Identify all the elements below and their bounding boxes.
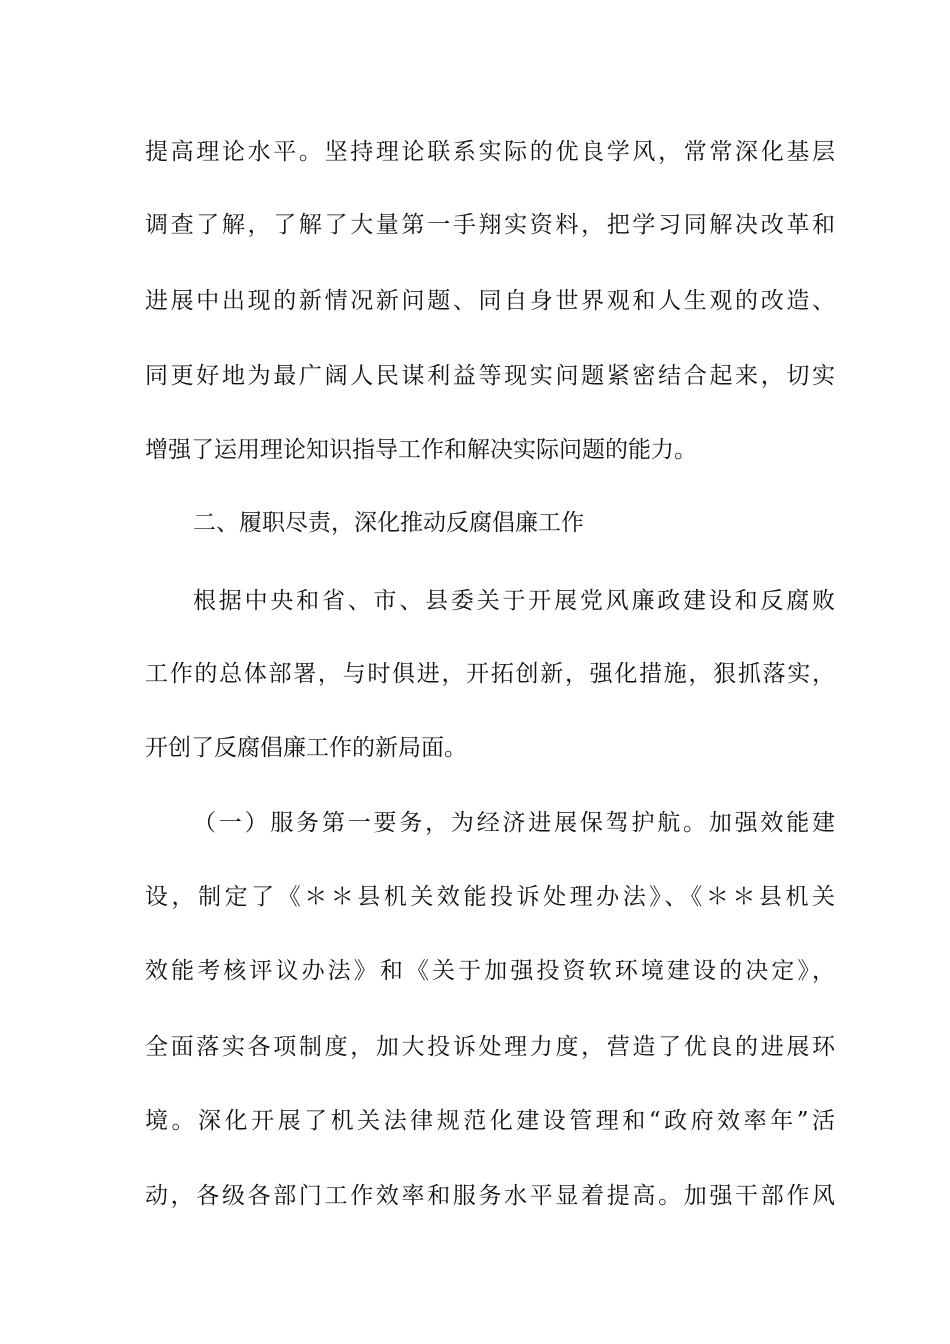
body-text-line: 增强了运用理论知识指导工作和解决实际问题的能力。 — [145, 437, 697, 463]
body-text-line: 开创了反腐倡廉工作的新局面。 — [145, 735, 467, 761]
body-text-line: 设，制定了《＊＊县机关效能投诉处理办法》、《＊＊县机关 — [145, 884, 835, 910]
body-text-line: 境。深化开展了机关法律规范化建设管理和“政府效率年”活 — [145, 1108, 835, 1134]
body-text-line: 进展中出现的新情况新问题、同自身世界观和人生观的改造、 — [145, 288, 835, 314]
section-heading: 二、履职尽责，深化推动反腐倡廉工作 — [193, 510, 584, 536]
body-text-line: 工作的总体部署，与时俱进，开拓创新，强化措施，狠抓落实， — [145, 661, 835, 687]
body-text-line: 动，各级各部门工作效率和服务水平显着提高。加强干部作风 — [145, 1183, 835, 1209]
body-text-line: 根据中央和省、市、县委关于开展党风廉政建设和反腐败 — [193, 588, 835, 614]
body-text-line: 全面落实各项制度，加大投诉处理力度，营造了优良的进展环 — [145, 1034, 835, 1060]
body-text-line: 调查了解，了解了大量第一手翔实资料，把学习同解决改革和 — [145, 212, 835, 238]
body-text-line: 效能考核评议办法》和《关于加强投资软环境建设的决定》， — [145, 958, 835, 984]
body-text-line: 提高理论水平。坚持理论联系实际的优良学风，常常深化基层 — [145, 139, 835, 165]
subsection-heading-line: （一）服务第一要务，为经济进展保驾护航。加强效能建 — [193, 810, 835, 836]
body-text-line: 同更好地为最广阔人民谋利益等现实问题紧密结合起来，切实 — [145, 363, 835, 389]
